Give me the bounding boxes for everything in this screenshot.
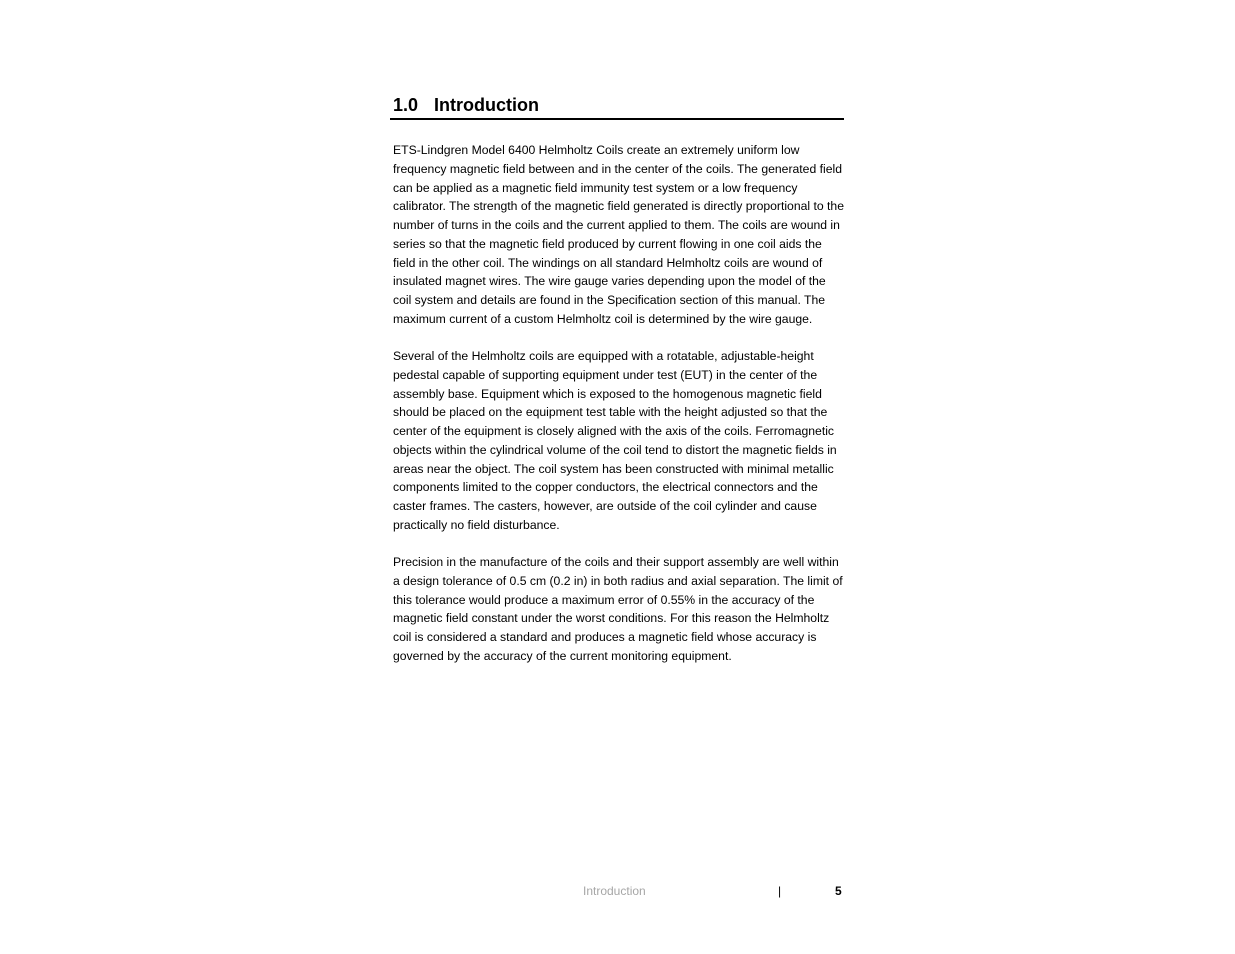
section-number: 1.0 bbox=[393, 95, 419, 115]
paragraph-2: Several of the Helmholtz coils are equipped with a rotatable, adjustable-height pedestal capable of supporting equipment under test (EUT) in the center of the assembly base. Equipment which is exposed to the homogenous magnetic field should be placed on the equipment test table with the height adjusted so that the center of the equipment is closely aligned with the axis of the coils. Ferromagnetic objects within the cylindrical volume of the coil tend to distort the magnetic fields in areas near the object. The coil system has been constructed with minimal metallic components limited to the copper conductors, the electrical connectors and the caster frames. The casters, however, are outside of the coil cylinder and cause practically no field disturbance. bbox=[393, 349, 837, 532]
section-title: Introduction bbox=[434, 95, 539, 115]
paragraph-3: Precision in the manufacture of the coils and their support assembly are well within a design tolerance of 0.5 cm (0.2 in) in both radius and axial separation. The limit of this tolerance would produce a maximum error of 0.55% in the accuracy of the magnetic field constant under the worst conditions. For this reason the Helmholtz coil is considered a standard and produces a magnetic field whose accuracy is governed by the accuracy of the current monitoring equipment. bbox=[393, 555, 843, 663]
footer-divider: | bbox=[778, 884, 782, 898]
paragraph-1: ETS-Lindgren Model 6400 Helmholtz Coils create an extremely uniform low frequency magnetic field between and in the center of the coils. The generated field can be applied as a magnetic field immunity test system or a low frequency calibrator. The strength of the magnetic field generated is directly proportional to the number of turns in the coils and the current applied to them. The coils are wound in series so that the magnetic field produced by current flowing in one coil aids the field in the other coil. The windings on all standard Helmholtz coils are wound of insulated magnet wires. The wire gauge varies depending upon the model of the coil system and details are found in the Specification section of this manual. The maximum current of a custom Helmholtz coil is determined by the wire gauge. bbox=[393, 143, 844, 326]
section-heading bbox=[390, 92, 844, 120]
body-text bbox=[393, 141, 845, 684]
page-number: 5 bbox=[835, 884, 842, 898]
footer-section-name: Introduction bbox=[583, 884, 646, 898]
